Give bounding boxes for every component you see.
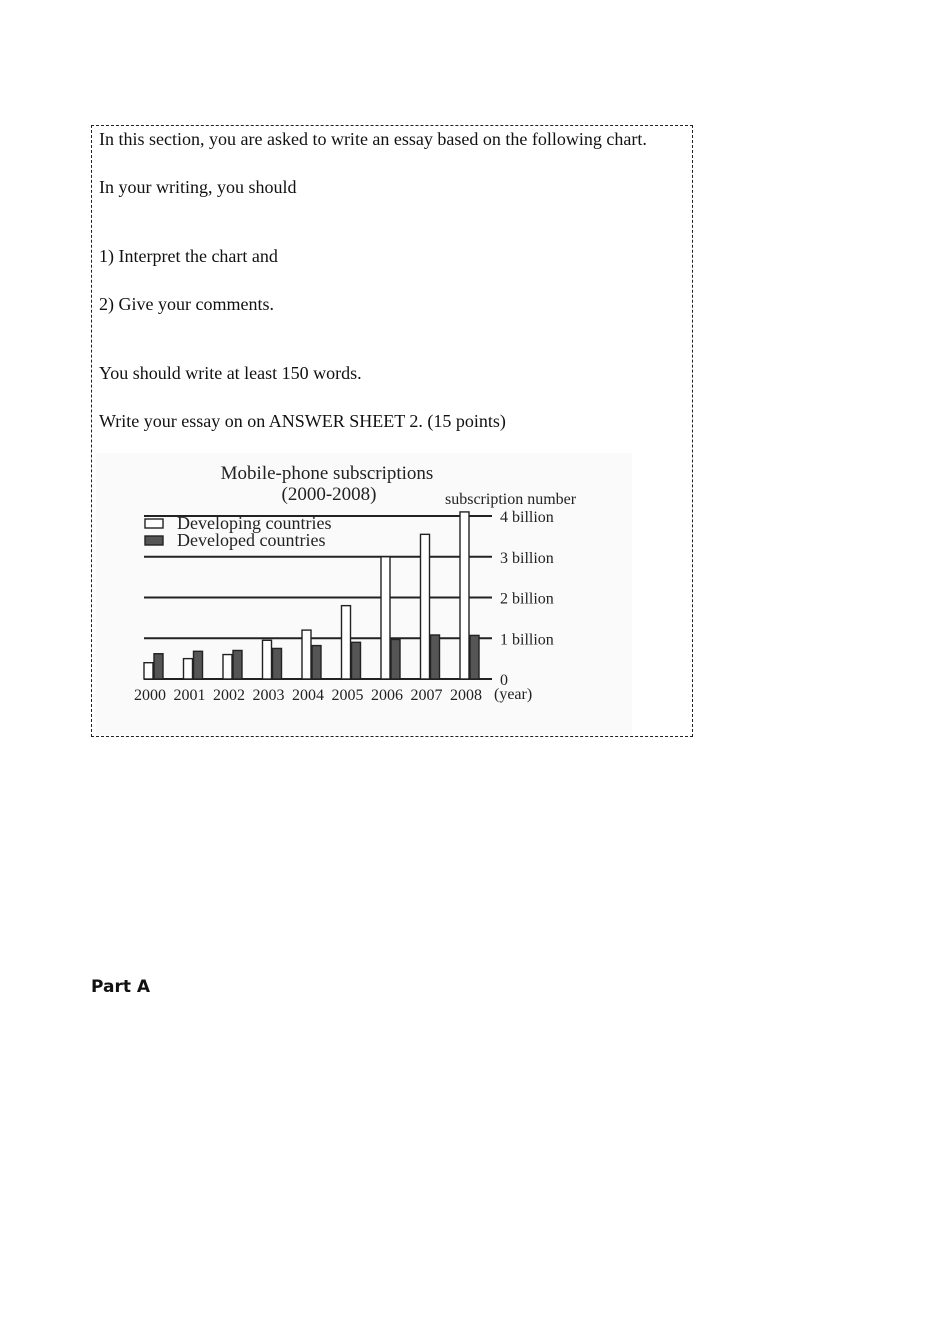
x-tick-label: 2000 bbox=[134, 687, 166, 704]
x-tick-label: 2008 bbox=[450, 687, 482, 704]
x-axis-label: (year) bbox=[494, 686, 533, 703]
answer-sheet-text: Write your essay on on ANSWER SHEET 2. (15 points) bbox=[99, 411, 506, 431]
x-tick-label: 2004 bbox=[292, 687, 324, 704]
bar-developed bbox=[233, 650, 242, 679]
bar-developing bbox=[460, 512, 469, 679]
x-tick-label: 2007 bbox=[410, 687, 443, 704]
bar-developing bbox=[342, 606, 351, 679]
bar-developing bbox=[302, 630, 311, 679]
bar-developed bbox=[194, 651, 203, 679]
y-tick-label: 4 billion bbox=[500, 509, 554, 526]
x-tick-label: 2005 bbox=[331, 687, 364, 704]
chart-title: Mobile-phone subscriptions bbox=[220, 463, 434, 484]
word-count-text: You should write at least 150 words. bbox=[99, 363, 362, 383]
bar-developed bbox=[431, 635, 440, 679]
legend-label: Developing countries bbox=[177, 513, 332, 533]
y-tick-label: 3 billion bbox=[500, 549, 554, 567]
legend-swatch bbox=[145, 536, 163, 545]
bar-developing bbox=[421, 534, 430, 679]
y-tick-label: 2 billion bbox=[500, 590, 554, 608]
legend-label: Developed countries bbox=[177, 530, 326, 550]
bar-developing bbox=[184, 659, 193, 679]
x-tick-label: 2003 bbox=[252, 687, 285, 704]
y-tick-label: 0 bbox=[500, 672, 508, 689]
y-tick-labels bbox=[500, 509, 554, 689]
bar-developing bbox=[381, 557, 390, 679]
bar-developing bbox=[263, 640, 272, 679]
x-tick-label: 2002 bbox=[213, 687, 245, 704]
bar-developed bbox=[470, 635, 479, 679]
intro-text: In this section, you are asked to write an essay based on the following chart. bbox=[99, 129, 647, 149]
subscriptions-chart bbox=[96, 453, 632, 735]
bar-developed bbox=[273, 648, 282, 679]
should-text: In your writing, you should bbox=[99, 177, 297, 197]
bar-developing bbox=[144, 663, 153, 679]
chart-subtitle: (2000-2008) bbox=[281, 484, 377, 505]
bar-developed bbox=[312, 646, 321, 679]
part-a-heading: Part A bbox=[91, 977, 151, 997]
bar-developing bbox=[223, 655, 232, 679]
legend-swatch bbox=[145, 519, 163, 528]
essay-task-box bbox=[91, 125, 693, 737]
bar-developed bbox=[352, 642, 361, 679]
y-axis-label: subscription number bbox=[445, 491, 577, 508]
item-2-text: 2) Give your comments. bbox=[99, 294, 274, 314]
x-tick-label: 2001 bbox=[173, 687, 206, 704]
bar-developed bbox=[154, 654, 163, 679]
item-1-text: 1) Interpret the chart and bbox=[99, 246, 278, 266]
chart-svg bbox=[96, 453, 632, 735]
legend bbox=[145, 513, 331, 550]
y-tick-label: 1 billion bbox=[500, 631, 554, 649]
x-tick-label: 2006 bbox=[371, 687, 403, 704]
x-tick-labels bbox=[134, 687, 482, 704]
bar-developed bbox=[391, 639, 400, 679]
